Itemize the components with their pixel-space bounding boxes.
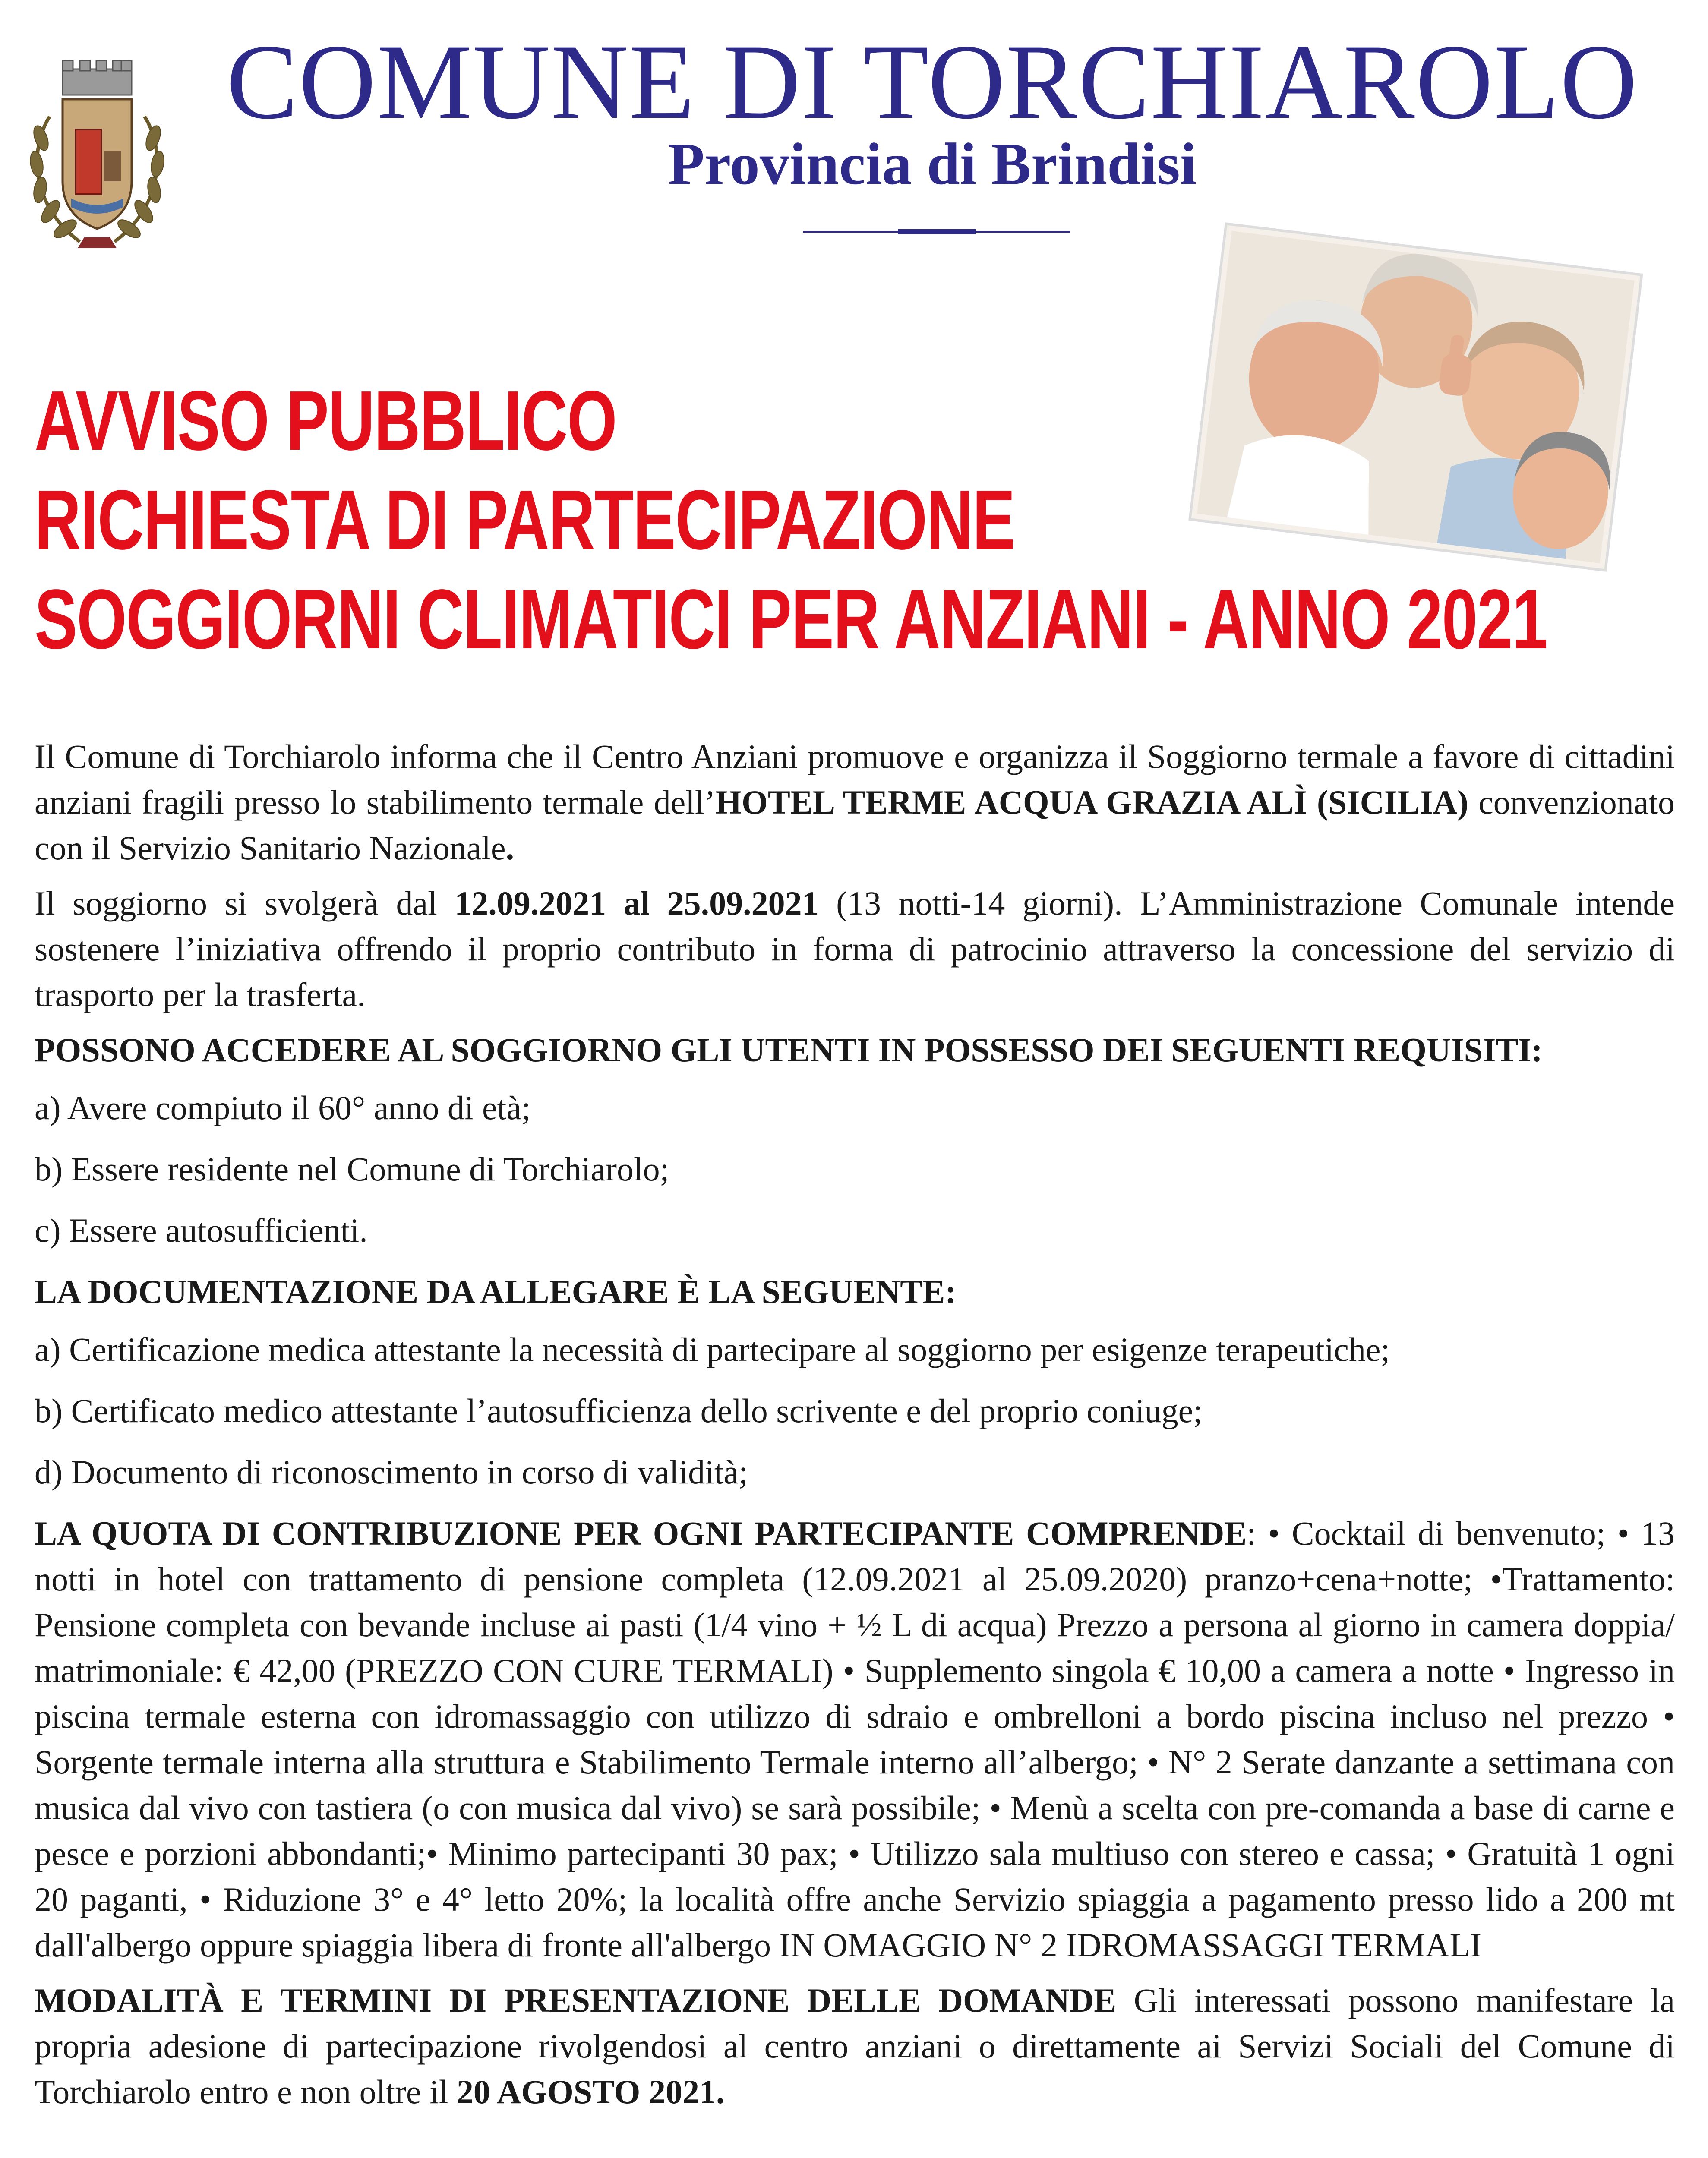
- municipal-crest-icon: [24, 52, 170, 255]
- intro-paragraph: Il Comune di Torchiarolo informa che il Centro Anziani promuove e organizza il Soggiorno termale a favore di cittadini anziani fragili presso lo stabilimento termale dell’HOTEL TERME ACQUA GRAZIA ALÌ (SICILIA) convenzionato con il Servizio Sanitario Nazionale.: [35, 738, 1675, 867]
- document-item: a) Certificazione medica attestante la necessità di partecipare al soggiorno per esigenze terapeutiche;: [35, 1331, 1390, 1368]
- dates-paragraph: Il soggiorno si svolgerà dal 12.09.2021 al 25.09.2021 (13 notti-14 giorni). L’Amministrazione Comunale intende sostenere l’iniziativa offrendo il proprio contributo in forma di patrocinio attraverso la concessione del servizio di trasporto per la trasferta.: [35, 884, 1675, 1013]
- title-line-3: SOGGIORNI CLIMATICI PER ANZIANI - ANNO 2021: [35, 572, 1547, 666]
- requirement-item: a) Avere compiuto il 60° anno di età;: [35, 1089, 531, 1126]
- documents-heading: LA DOCUMENTAZIONE DA ALLEGARE È LA SEGUENTE:: [35, 1273, 957, 1310]
- title-line-1: AVVISO PUBBLICO: [35, 373, 617, 468]
- fee-paragraph: LA QUOTA DI CONTRIBUZIONE PER OGNI PARTECIPANTE COMPRENDE: • Cocktail di benvenuto; • 13 notti in hotel con trattamento di pensione completa (12.09.2021 al 25.09.2020) pranzo+cena+notte; •Trattamento: Pensione completa con bevande incluse ai pasti (1/4 vino + ½ L di acqua) Prezzo a persona al giorno in camera doppia/ matrimoniale: € 42,00 (PREZZO CON CURE TERMALI) • Supplemento singola € 10,00 a camera a notte • Ingresso in piscina termale esterna con idromassaggio con utilizzo di sdraio e ombrelloni a bordo piscina incluso nel prezzo • Sorgente termale interna alla struttura e Stabilimento Termale interno all’albergo; • N° 2 Serate danzante a settimana con musica dal vivo con tastiera (o con musica dal vivo) se sarà possibile; • Menù a scelta con pre-comanda a base di carne e pesce e porzioni abbondanti;• Minimo partecipanti 30 pax; • Utilizzo sala multiuso con stereo e cassa; • Gratuità 1 ogni 20 paganti, • Riduzione 3° e 4° letto 20%; la località offre anche Servizio spiaggia a pagamento presso lido a 200 mt dall'albergo oppure spiaggia libera di fronte all'albergo IN OMAGGIO N° 2 IDROMASSAGGI TERMALI: [35, 1514, 1675, 1964]
- org-name: COMUNE DI TORCHIAROLO: [226, 22, 1639, 141]
- document-item: b) Certificato medico attestante l’autosufficienza dello scrivente e del proprio coniuge;: [35, 1392, 1203, 1429]
- document-item: d) Documento di riconoscimento in corso di validità;: [35, 1453, 748, 1491]
- notice-title: [35, 371, 1547, 669]
- org-province: Provincia di Brindisi: [668, 131, 1197, 197]
- terms-paragraph: MODALITÀ E TERMINI DI PRESENTAZIONE DELLE DOMANDE Gli interessati possono manifestare la propria adesione di partecipazione rivolgendosi al centro anziani o direttamente ai Servizi Sociali del Comune di Torchiarolo entro e non oltre il 20 AGOSTO 2021.: [35, 1981, 1675, 2111]
- header-divider: [803, 229, 1070, 234]
- requirement-item: b) Essere residente nel Comune di Torchiarolo;: [35, 1150, 669, 1188]
- requirement-item: c) Essere autosufficienti.: [35, 1212, 368, 1249]
- notice-body: [35, 734, 1675, 2124]
- title-line-2: RICHIESTA DI PARTECIPAZIONE: [35, 473, 1015, 567]
- requirements-heading: POSSONO ACCEDERE AL SOGGIORNO GLI UTENTI IN POSSESSO DEI SEGUENTI REQUISITI:: [35, 1031, 1543, 1069]
